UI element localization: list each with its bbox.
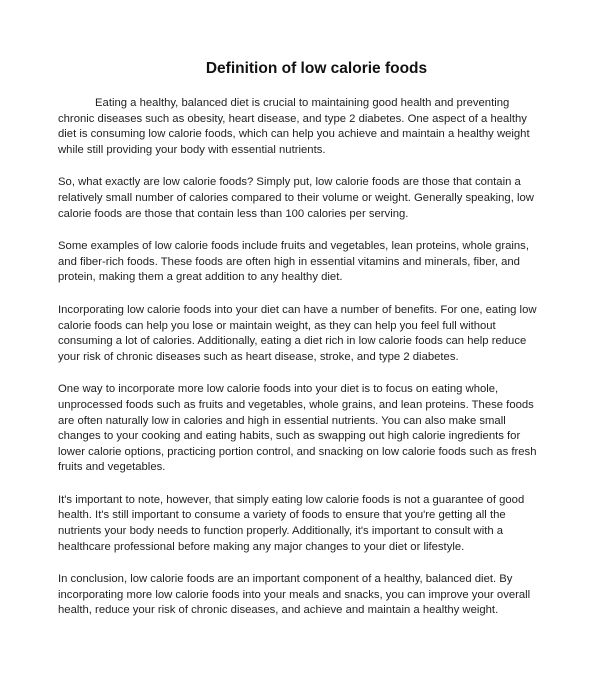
paragraph-conclusion: In conclusion, low calorie foods are an important component of a healthy, balanced diet. By incorporating more low calorie foods into your meals and snacks, you can improve your overall health, reduce your risk of chronic diseases, and achieve and maintain a healthy weight.: [58, 573, 531, 617]
document-title: Definition of low calorie foods: [205, 60, 428, 77]
paragraph-definition: So, what exactly are low calorie foods? Simply put, low calorie foods are those that contain a relatively small number of calories compared to their volume or weight. Generally speaking, low calorie foods are those that contain less than 100 calories per serving.: [58, 176, 534, 220]
paragraph-caveat: It's important to note, however, that simply eating low calorie foods is not a guarantee of good health. It's still important to consume a variety of foods to ensure that you're getting all the nutrients your body needs to function properly. Additionally, it's important to consult with a healthcare professional before making any major changes to your diet or lifestyle.: [58, 493, 525, 553]
document-body: [58, 96, 544, 636]
paragraph-intro: Eating a healthy, balanced diet is crucial to maintaining good health and preventing chronic diseases such as obesity, heart disease, and type 2 diabetes. One aspect of a healthy diet is consuming low calorie foods, which can help you achieve and maintain a healthy weight while still providing your body with essential nutrients.: [58, 97, 530, 156]
paragraph-examples: Some examples of low calorie foods include fruits and vegetables, lean proteins, whole grains, and fiber-rich foods. These foods are often high in essential vitamins and minerals, fiber, and protein, making them a great addition to any healthy diet.: [58, 240, 529, 284]
paragraph-how-to: One way to incorporate more low calorie foods into your diet is to focus on eating whole, unprocessed foods such as fruits and vegetables, whole grains, and lean proteins. These foods are often naturally low in calories and high in essential nutrients. You can also make small changes to your cooking and eating habits, such as swapping out high calorie ingredients for lower calorie options, practicing portion control, and snacking on low calorie foods such as fresh fruits and vegetables.: [58, 383, 537, 474]
paragraph-benefits: Incorporating low calorie foods into your diet can have a number of benefits. For one, eating low calorie foods can help you lose or maintain weight, as they can help you feel full without consuming a lot of calories. Additionally, eating a diet rich in low calorie foods can help reduce your risk of chronic diseases such as heart disease, stroke, and type 2 diabetes.: [58, 303, 537, 363]
